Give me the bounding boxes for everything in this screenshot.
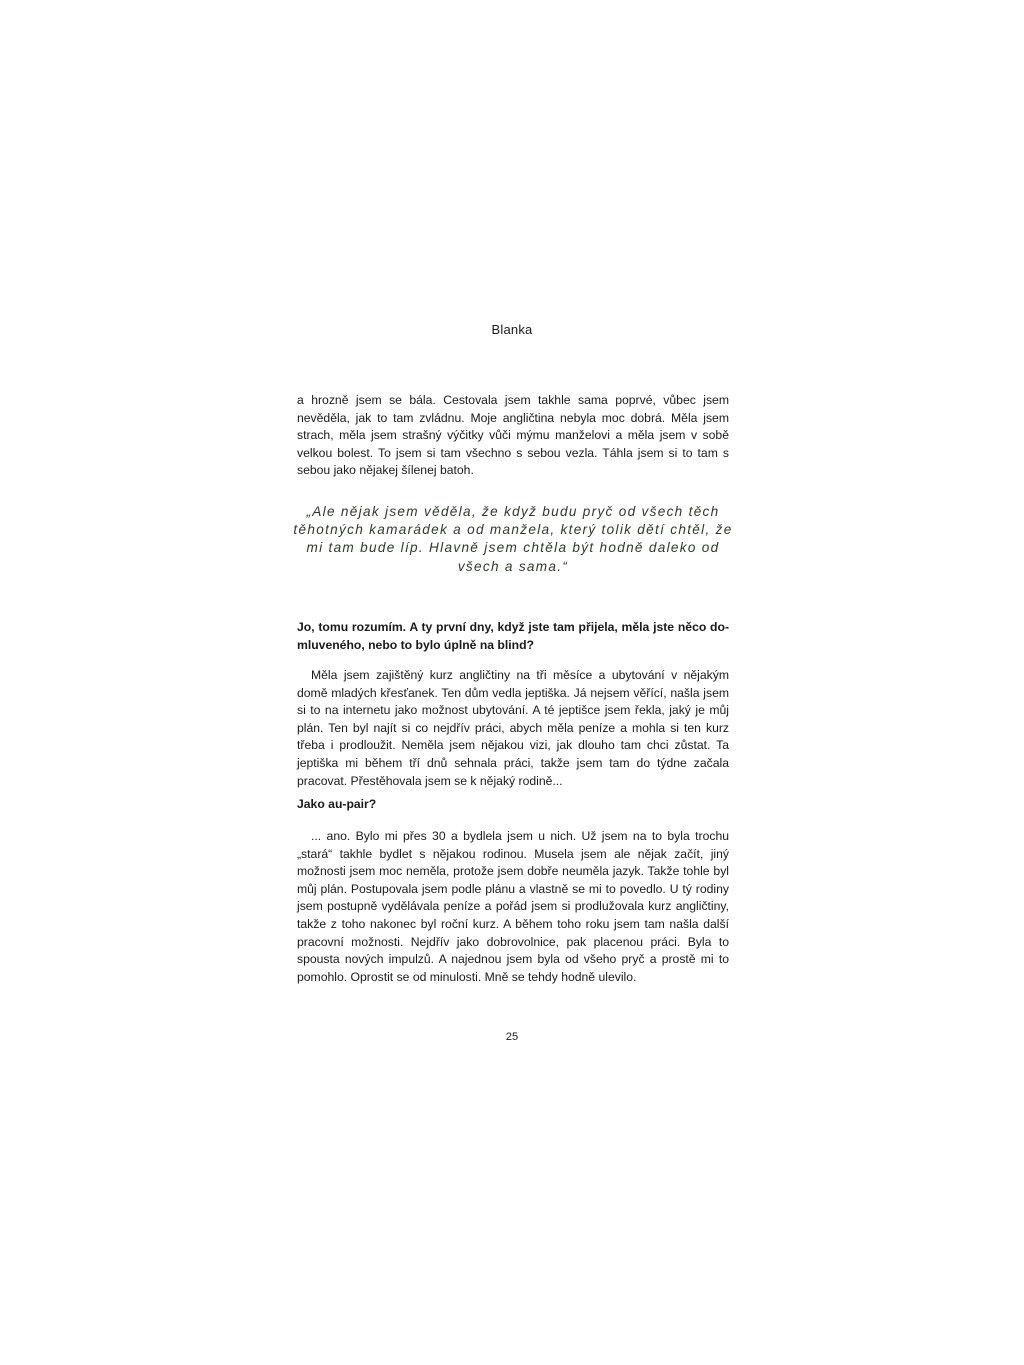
paragraph-text: a hrozně jsem se bála. Cestovala jsem takhle sama poprvé, vůbec jsem nevěděla, jak to tam zvládnu. Moje angličtina nebyla moc dobrá. Měla jsem strach, měla jsem strašný výčitky vůči mýmu manželovi a měla jsem v sobě velkou bolest. To jsem si tam všechno s sebou vezla. Táhla jsem si to tam s sebou jako nějakej šílenej batoh. <box>297 393 729 478</box>
interview-question <box>297 796 729 814</box>
pull-quote: „Ale nějak jsem věděla, že když budu pryč od všech těch těhotných kamarádek a od manžela, který tolik dětí chtěl, že mi tam bude líp. Hlavně jsem chtěla být hodně daleko od všech a sama.“ <box>293 504 733 574</box>
interview-answer <box>297 828 729 986</box>
question-text: Jo, tomu rozumím. A ty první dny, když jste tam přijela, měla jste něco domluveného, nebo to bylo úplně na blind? <box>297 620 729 652</box>
paragraph-opening <box>297 392 729 480</box>
running-head: Blanka <box>491 322 533 337</box>
answer-text: Měla jsem zajištěný kurz angličtiny na tři měsíce a ubytování v nějakým domě mladých křesťanek. Ten dům vedla jeptiška. Já nejsem věřící, našla jsem si to na internetu jako možnost ubytování. A té jeptišce jsem řekla, jaký je můj plán. Ten byl najít si co nejdřív práci, abych měla peníze a mohla si ten kurz třeba i prodloužit. Neměla jsem nějakou vizi, jak dlouho tam chci zůstat. Ta jeptiška mi během tří dnů sehnala práci, takže jsem tam do týdne začala pracovat. Přestěhovala jsem se k nějaký rodině... <box>297 668 729 788</box>
page-number: 25 <box>505 1031 519 1043</box>
interview-question <box>297 619 729 654</box>
question-text: Jako au-pair? <box>297 797 377 811</box>
answer-text: ... ano. Bylo mi přes 30 a bydlela jsem u nich. Už jsem na to byla trochu „stará“ takhle bydlet s nějakou rodinou. Musela jsem ale nějak začít, jiný možnosti jsem moc neměla, protože jsem dobře neuměla jazyk. Takže tohle byl můj plán. Postupovala jsem podle plánu a vlastně se mi to povedlo. U tý rodiny jsem postupně vydělávala peníze a pořád jsem si prodlužovala kurz angličtiny, takže z toho nakonec byl roční kurz. A během toho roku jsem tam našla další pracovní možnosti. Nejdřív jako dobrovolnice, pak placenou práci. Byla to spousta nových impulzů. A najednou jsem byla od všeho pryč a prostě mi to pomohlo. Oprostit se od minulosti. Mně se tehdy hodně ulevilo. <box>297 829 729 984</box>
interview-answer <box>297 667 729 790</box>
